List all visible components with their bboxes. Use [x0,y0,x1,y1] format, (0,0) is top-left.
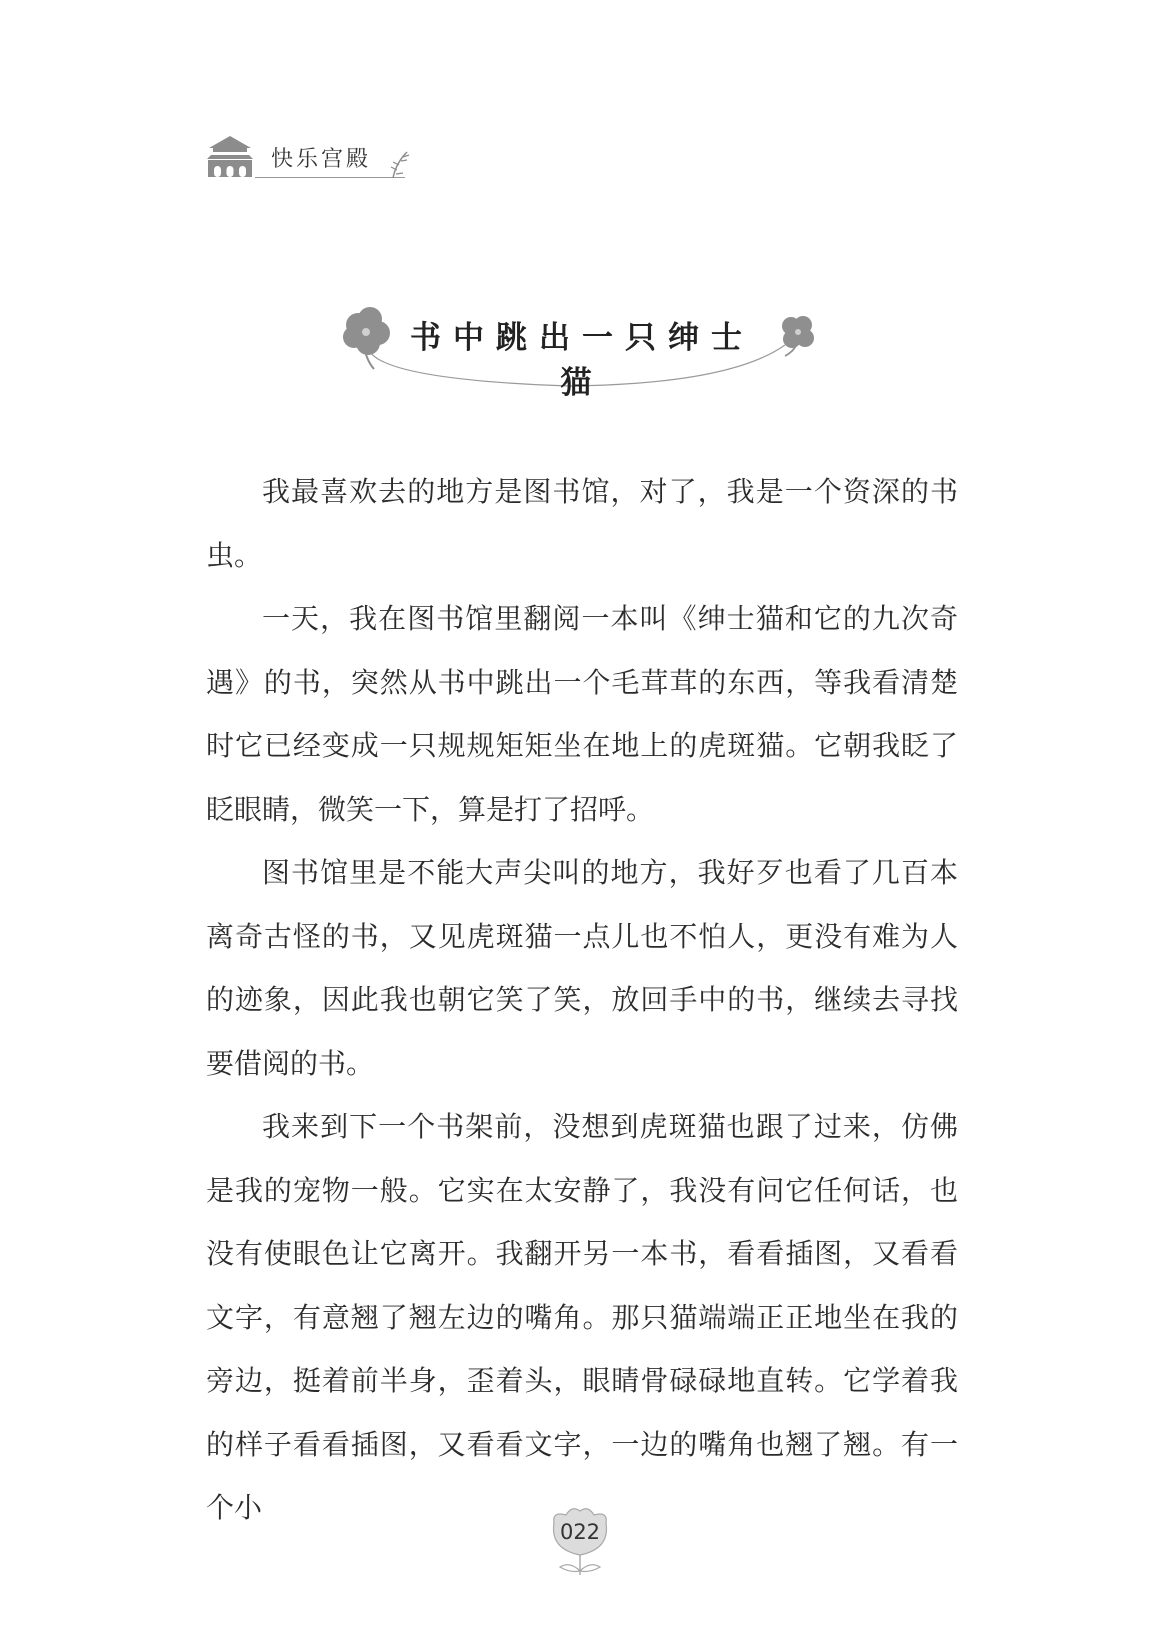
page-number-badge [540,1505,620,1577]
clover-icon [775,312,821,358]
running-header-title: 快乐宫殿 [271,147,372,172]
running-header [205,130,415,185]
paragraph: 我来到下一个书架前，没想到虎斑猫也跟了过来，仿佛是我的宠物一般。它实在太安静了，我没有问它任何话，也没有使眼色让它离开。我翻开另一本书，看看插图，又看看文字，有意翘了翘左边的嘴角。那只猫端端正正地坐在我的旁边，挺着前半身，歪着头，眼睛骨碌碌地直转。它学着我的样子看看插图，又看看文字，一边的嘴角也翘了翘。有一个小 [206,1110,958,1524]
chapter-title-banner [330,300,830,410]
palace-icon [205,134,255,178]
paragraph: 我最喜欢去的地方是图书馆，对了，我是一个资深的书虫。 [206,475,958,572]
paragraph: 一天，我在图书馆里翻阅一本叫《绅士猫和它的九次奇遇》的书，突然从书中跳出一个毛茸茸的东西，等我看清楚时它已经变成一只规规矩矩坐在地上的虎斑猫。它朝我眨了眨眼睛，微笑一下，算是打了招呼。 [206,602,958,826]
header-divider [255,177,405,178]
body-text [206,460,958,1540]
page-number: 022 [559,1520,601,1544]
paragraph: 图书馆里是不能大声尖叫的地方，我好歹也看了几百本离奇古怪的书，又见虎斑猫一点儿也不怕人，更没有难为人的迹象，因此我也朝它笑了笑，放回手中的书，继续去寻找要借阅的书。 [206,856,958,1080]
chapter-title: 书中跳出一只绅士猫 [410,320,754,401]
reed-icon [387,148,413,178]
